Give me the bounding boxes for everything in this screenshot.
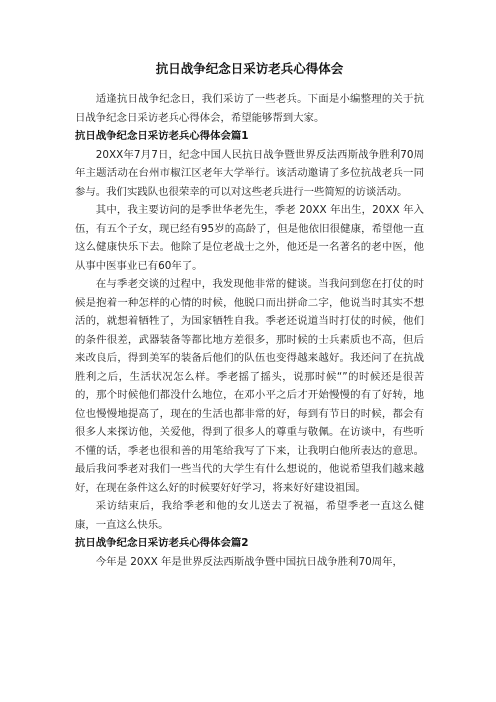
section-heading: 抗日战争纪念日采访老兵心得体会篇2 xyxy=(75,537,249,549)
section-1 xyxy=(75,127,424,534)
body-paragraph: 今年是 20XX 年是世界反法西斯战争暨中国抗日战争胜利70周年， xyxy=(95,555,403,568)
intro-paragraph: 适逢抗日战争纪念日，我们采访了一些老兵。下面是小编整理的关于抗日战争纪念日采访老兵心得体会，希望能够帮到大家。 xyxy=(75,93,424,124)
document-title: 抗日战争纪念日采访老兵心得体会 xyxy=(155,61,344,76)
section-2 xyxy=(75,534,424,571)
body-paragraph: 其中，我主要访问的是季世华老先生，季老 20XX 年出生，20XX 年入伍，有五个子女，现已经有95岁的高龄了，但是他依旧很健康，希望他一直这么健康快乐下去。他除了是位老战士之外，他还是一名著名的老中医，他从事中医事业已有60年了。 xyxy=(75,204,424,272)
section-heading: 抗日战争纪念日采访老兵心得体会篇1 xyxy=(75,130,249,142)
body-paragraph: 20XX年7月7日，纪念中国人民抗日战争暨世界反法西斯战争胜利70周年主题活动在台州市椒江区老年大学举行。该活动邀请了多位抗战老兵一同参与。我们实践队也很荣幸的可以对这些老兵进行一些简短的访谈活动。 xyxy=(75,148,424,198)
body-paragraph: 采访结束后，我给季老和他的女儿送去了祝福，希望季老一直这么健康，一直这么快乐。 xyxy=(75,500,424,531)
body-paragraph: 在与季老交谈的过程中，我发现他非常的健谈。当我问到您在打仗的时候是抱着一种怎样的心情的时候，他脱口而出拼命二字，他说当时其实不想活的，就想着牺牲了，为国家牺牲自我。季老还说道当时打仗的时候，他们的条件很差，武器装备等都比地方差很多，那时候的士兵素质也不高，但后来改良后，得到美军的装备后他们的队伍也变得越来越好。我还问了在抗战胜利之后，生活状况怎么样。季老摇了摇头，说那时候“”的时候还是很苦的，那个时候他们都没什么地位，在邓小平之后才开始慢慢的有了好转，地位也慢慢地提高了，现在的生活也都非常的好，每到有节日的时候，都会有很多人来探访他，关爱他，得到了很多人的尊重与敬佩。在访谈中，有些听不懂的话，季老也很和善的用笔给我写了下来，让我明白他所表达的意思。最后我问季老对我们一些当代的大学生有什么想说的，他说希望我们越来越好，在现在条件这么好的时候要好好学习，将来好好建设祖国。 xyxy=(75,278,424,494)
